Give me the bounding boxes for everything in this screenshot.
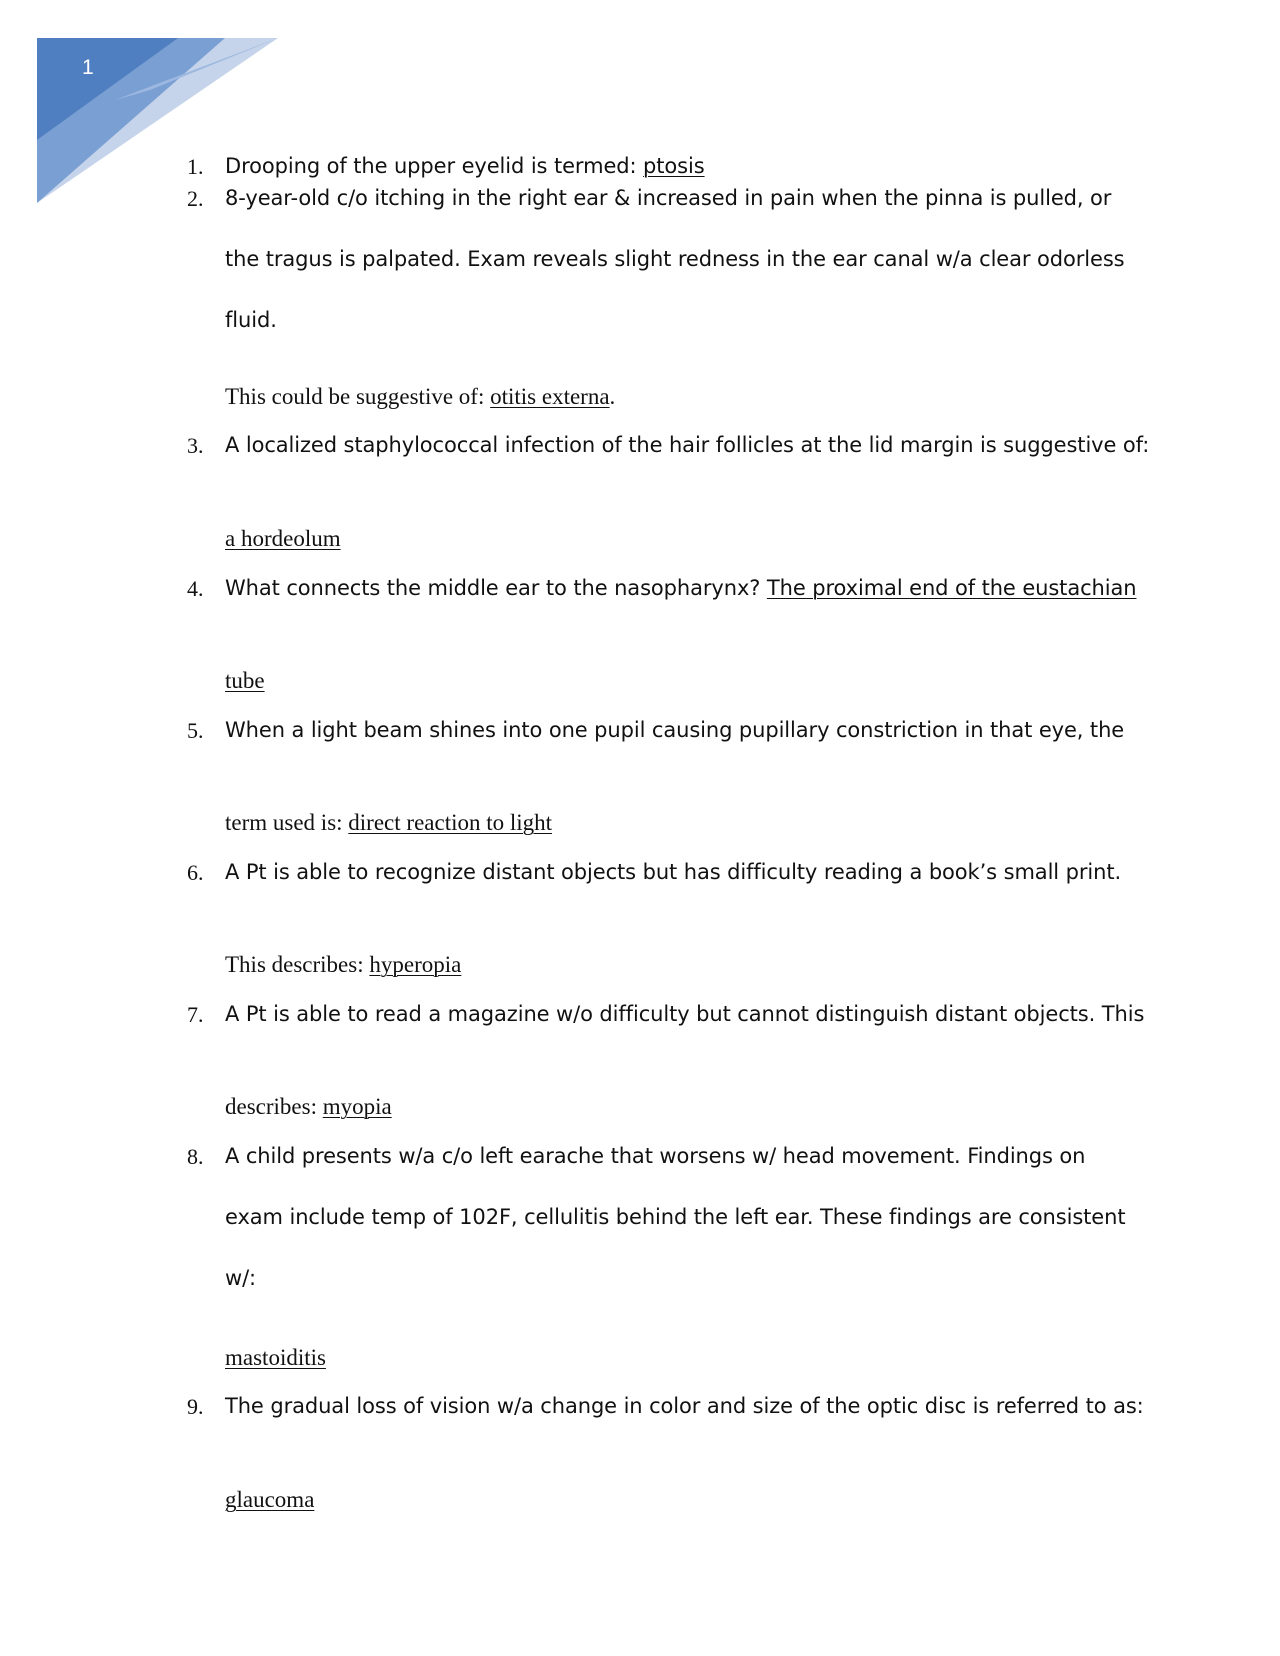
item-text: A Pt is able to read a magazine w/o difficulty but cannot distinguish distant objects. This (225, 1002, 1145, 1026)
item-number: 9. (187, 1394, 204, 1419)
item-number: 4. (187, 576, 204, 601)
item-text: w/: (225, 1266, 257, 1290)
item-prompt (225, 1346, 326, 1369)
answer: ptosis (643, 154, 705, 178)
item-text: 8-year-old c/o itching in the right ear & increased in pain when the pinna is pulled, or (225, 186, 1112, 210)
answer: a hordeolum (225, 526, 341, 551)
item-text: the tragus is palpated. Exam reveals slight redness in the ear canal w/a clear odorless (225, 247, 1125, 271)
page-number: 1 (82, 56, 94, 79)
item-text: A localized staphylococcal infection of the hair follicles at the lid margin is suggestive of: (225, 433, 1150, 457)
answer: direct reaction to light (348, 810, 553, 835)
corner-decoration (0, 0, 290, 210)
item-prompt: This could be suggestive of: otitis externa. (225, 384, 616, 409)
answer: hyperopia (369, 952, 462, 977)
answer-inline: The proximal end of the eustachian (766, 576, 1137, 600)
answer: glaucoma (225, 1487, 315, 1512)
item-number: 2. (187, 186, 204, 211)
answer: mastoiditis (225, 1345, 326, 1370)
item-text: The gradual loss of vision w/a change in color and size of the optic disc is referred to as: (225, 1394, 1144, 1418)
item-prompt: describes: myopia (225, 1094, 392, 1119)
item-number: 5. (187, 718, 204, 743)
item-prompt (225, 1488, 314, 1511)
item-prompt (225, 527, 341, 550)
answer: myopia (322, 1094, 392, 1119)
item-text: A Pt is able to recognize distant objects but has difficulty reading a book’s small print. (225, 860, 1122, 884)
item-text: Drooping of the upper eyelid is termed: ptosis (225, 154, 705, 178)
answer: otitis externa (490, 384, 610, 409)
item-number: 1. (187, 154, 204, 179)
item-number: 6. (187, 860, 204, 885)
item-number: 3. (187, 433, 204, 458)
item-text: When a light beam shines into one pupil causing pupillary constriction in that eye, the (225, 718, 1125, 742)
item-prompt: term used is: direct reaction to light (225, 810, 553, 835)
answer: tube (225, 668, 265, 693)
item-text: What connects the middle ear to the nasopharynx? The proximal end of the eustachian (225, 576, 1137, 600)
item-text: fluid. (225, 308, 277, 332)
item-prompt: This describes: hyperopia (225, 952, 462, 977)
item-text: A child presents w/a c/o left earache that worsens w/ head movement. Findings on (225, 1144, 1086, 1168)
item-prompt (225, 669, 265, 692)
item-number: 7. (187, 1002, 204, 1027)
item-text: exam include temp of 102F, cellulitis behind the left ear. These findings are consistent (225, 1205, 1126, 1229)
item-number: 8. (187, 1144, 204, 1169)
